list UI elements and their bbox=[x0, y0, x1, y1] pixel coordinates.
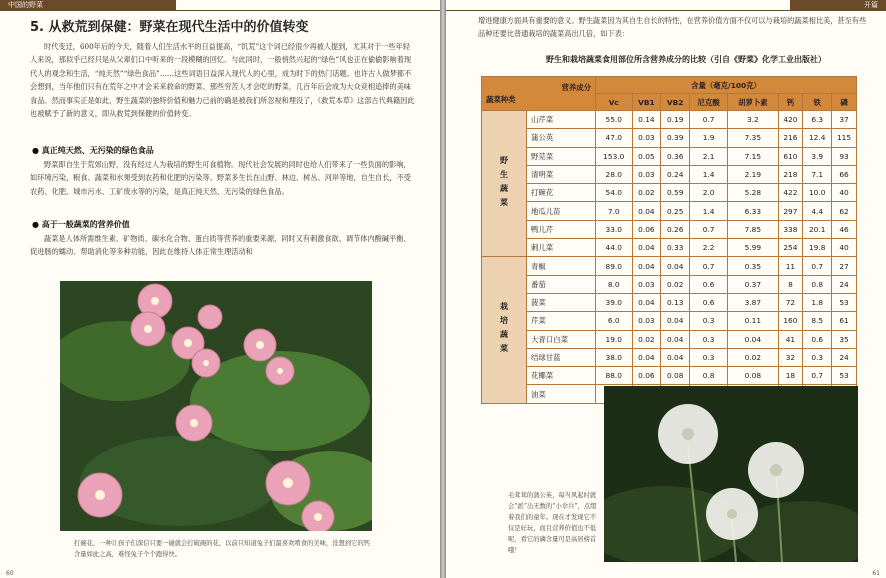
bindweed-caption: 打碗花，一种让孩子们深信只要一碰就会打破碗的花，以前只知道兔子们最喜欢啃食的美味，没想到它的钙含量如此之高，难怪兔子个个跑得快。 bbox=[74, 540, 370, 558]
value-cell: 0.24 bbox=[661, 165, 690, 183]
value-cell: 0.25 bbox=[661, 202, 690, 220]
value-cell: 24 bbox=[832, 348, 857, 366]
value-cell: 55.0 bbox=[596, 111, 632, 129]
value-cell: 44.0 bbox=[596, 239, 632, 257]
value-cell: 46 bbox=[832, 220, 857, 238]
value-cell: 72 bbox=[778, 293, 803, 311]
right-page bbox=[446, 0, 886, 578]
value-cell: 27 bbox=[832, 257, 857, 275]
vegetable-name: 鸭儿芹 bbox=[527, 220, 596, 238]
value-cell: 7.0 bbox=[596, 202, 632, 220]
value-cell: 0.3 bbox=[690, 348, 728, 366]
value-cell: 0.8 bbox=[690, 367, 728, 385]
green-food-paragraph: 野菜即自生于荒郊山野，没有经过人为栽培的野生可食植物。现代社会发展的同时也给人们带来了一些负面的影响，如环境污染，粮食、蔬菜和水果受到农药和化肥的污染等。野菜多生长在山野、林边、树丛、河岸等地，自生自长，不受农药、化肥、城市污水、工矿废水等的污染，是真正纯天然、无污染的绿色食品。 bbox=[30, 160, 411, 196]
value-cell: 153.0 bbox=[596, 147, 632, 165]
value-cell: 0.04 bbox=[661, 257, 690, 275]
value-cell: 0.6 bbox=[690, 293, 728, 311]
col-header: 钙 bbox=[778, 94, 803, 111]
value-cell: 6.0 bbox=[596, 312, 632, 330]
value-cell: 0.04 bbox=[661, 348, 690, 366]
value-cell: 0.13 bbox=[661, 293, 690, 311]
value-cell: 3.87 bbox=[728, 293, 778, 311]
value-cell: 422 bbox=[778, 184, 803, 202]
value-cell: 11 bbox=[778, 257, 803, 275]
value-cell: 0.7 bbox=[690, 111, 728, 129]
category-cell: 野生蔬菜 bbox=[482, 111, 527, 257]
value-cell: 39.0 bbox=[596, 293, 632, 311]
value-cell: 93 bbox=[832, 147, 857, 165]
table-row bbox=[482, 257, 857, 275]
vegetable-name: 蒲公英 bbox=[527, 129, 596, 147]
col-header: VB1 bbox=[632, 94, 661, 111]
value-cell: 37 bbox=[832, 111, 857, 129]
nutrition-table bbox=[481, 76, 857, 404]
value-cell: 2.0 bbox=[690, 184, 728, 202]
value-cell: 338 bbox=[778, 220, 803, 238]
subsection-title-nutrition: ● 高于一般蔬菜的营养价值 bbox=[32, 220, 130, 229]
table-title: 野生和栽培蔬菜食用部位所含营养成分的比较（引自《野菜》化学工业出版社） bbox=[546, 55, 826, 64]
nutrition-paragraph: 蔬菜是人体所需维生素、矿物质、碳水化合物、蛋白质等营养的重要来源，同时又有刺激食欲、调节体内酸碱平衡、促进肠的蠕动、帮助消化等多种功能，因此在维持人体正常生理活动和 bbox=[30, 234, 411, 257]
value-cell: 0.14 bbox=[632, 111, 661, 129]
value-cell: 7.1 bbox=[803, 165, 832, 183]
bindweed-flowers-image bbox=[60, 281, 372, 531]
value-cell: 0.03 bbox=[632, 129, 661, 147]
value-cell: 0.7 bbox=[690, 220, 728, 238]
value-cell: 0.7 bbox=[690, 257, 728, 275]
value-cell: 216 bbox=[778, 129, 803, 147]
dandelion-image bbox=[604, 386, 858, 562]
category-cell: 栽培蔬菜 bbox=[482, 257, 527, 403]
value-cell: 41 bbox=[778, 330, 803, 348]
value-cell: 0.59 bbox=[661, 184, 690, 202]
value-cell: 0.7 bbox=[803, 367, 832, 385]
value-cell: 0.39 bbox=[661, 129, 690, 147]
col-header: 磷 bbox=[832, 94, 857, 111]
value-cell: 6.33 bbox=[728, 202, 778, 220]
value-cell: 47.0 bbox=[596, 129, 632, 147]
value-cell: 1.4 bbox=[690, 202, 728, 220]
value-cell: 0.3 bbox=[690, 312, 728, 330]
value-cell: 3.9 bbox=[803, 147, 832, 165]
value-cell: 35 bbox=[832, 330, 857, 348]
left-page bbox=[0, 0, 440, 578]
value-cell: 0.08 bbox=[728, 367, 778, 385]
value-cell: 0.02 bbox=[661, 275, 690, 293]
value-cell: 8.5 bbox=[803, 312, 832, 330]
value-cell: 0.04 bbox=[632, 257, 661, 275]
value-cell: 61 bbox=[832, 312, 857, 330]
value-cell: 0.3 bbox=[803, 348, 832, 366]
vegetable-name: 青椒 bbox=[527, 257, 596, 275]
value-cell: 7.15 bbox=[728, 147, 778, 165]
value-cell: 0.05 bbox=[632, 147, 661, 165]
value-cell: 53 bbox=[832, 293, 857, 311]
vegetable-name: 山芹菜 bbox=[527, 111, 596, 129]
table-row bbox=[482, 220, 857, 238]
value-cell: 2.19 bbox=[728, 165, 778, 183]
header-rule bbox=[0, 10, 440, 11]
dandelion-photo bbox=[604, 386, 858, 562]
value-cell: 218 bbox=[778, 165, 803, 183]
value-cell: 10.0 bbox=[803, 184, 832, 202]
group-header: 含量（毫克/100克） bbox=[596, 77, 857, 94]
value-cell: 1.8 bbox=[803, 293, 832, 311]
vegetable-name: 菠菜 bbox=[527, 293, 596, 311]
vegetable-name: 芹菜 bbox=[527, 312, 596, 330]
value-cell: 0.04 bbox=[661, 330, 690, 348]
value-cell: 54.0 bbox=[596, 184, 632, 202]
value-cell: 3.2 bbox=[728, 111, 778, 129]
vegetable-name: 清明菜 bbox=[527, 165, 596, 183]
value-cell: 8.0 bbox=[596, 275, 632, 293]
table-row bbox=[482, 348, 857, 366]
col-header: 尼克酸 bbox=[690, 94, 728, 111]
value-cell: 40 bbox=[832, 239, 857, 257]
value-cell: 0.02 bbox=[728, 348, 778, 366]
value-cell: 62 bbox=[832, 202, 857, 220]
value-cell: 2.2 bbox=[690, 239, 728, 257]
header-rule-right bbox=[446, 10, 886, 11]
vegetable-name: 地瓜儿苗 bbox=[527, 202, 596, 220]
value-cell: 0.04 bbox=[632, 348, 661, 366]
value-cell: 0.11 bbox=[728, 312, 778, 330]
value-cell: 2.1 bbox=[690, 147, 728, 165]
table-row bbox=[482, 111, 857, 129]
table-row bbox=[482, 239, 857, 257]
vegetable-name: 花椰菜 bbox=[527, 367, 596, 385]
value-cell: 53 bbox=[832, 367, 857, 385]
value-cell: 8 bbox=[778, 275, 803, 293]
running-head: 中国的野菜 bbox=[0, 0, 176, 10]
value-cell: 0.36 bbox=[661, 147, 690, 165]
value-cell: 5.99 bbox=[728, 239, 778, 257]
table-row bbox=[482, 184, 857, 202]
table-body bbox=[482, 111, 857, 404]
table-row bbox=[482, 275, 857, 293]
value-cell: 0.35 bbox=[728, 257, 778, 275]
vegetable-name: 野苋菜 bbox=[527, 147, 596, 165]
table-row bbox=[482, 165, 857, 183]
vegetable-name: 番茄 bbox=[527, 275, 596, 293]
value-cell: 40 bbox=[832, 184, 857, 202]
value-cell: 0.04 bbox=[632, 202, 661, 220]
subsection-title-green-food: ● 真正纯天然、无污染的绿色食品 bbox=[32, 146, 154, 155]
value-cell: 0.04 bbox=[632, 293, 661, 311]
value-cell: 19.8 bbox=[803, 239, 832, 257]
corner-top-label: 营养成分 bbox=[561, 82, 592, 92]
value-cell: 0.08 bbox=[661, 367, 690, 385]
page-number-left: 60 bbox=[6, 570, 14, 577]
table-intro-paragraph: 增进健康方面具有重要的意义。野生蔬菜因为其自生自长的特性，在营养价值方面不仅可以与栽培的蔬菜相比美，甚至有些品种还要比普通栽培的蔬菜高出几倍，如下表： bbox=[478, 16, 867, 39]
table-row bbox=[482, 367, 857, 385]
col-header: VB2 bbox=[661, 94, 690, 111]
table-row bbox=[482, 202, 857, 220]
value-cell: 0.02 bbox=[632, 184, 661, 202]
value-cell: 0.33 bbox=[661, 239, 690, 257]
table-row bbox=[482, 129, 857, 147]
table-row bbox=[482, 147, 857, 165]
value-cell: 1.9 bbox=[690, 129, 728, 147]
value-cell: 6.3 bbox=[803, 111, 832, 129]
running-head-right: 开篇 bbox=[790, 0, 886, 10]
vegetable-name: 打碗花 bbox=[527, 184, 596, 202]
value-cell: 32 bbox=[778, 348, 803, 366]
table-row bbox=[482, 330, 857, 348]
value-cell: 0.04 bbox=[661, 312, 690, 330]
col-header: Vc bbox=[596, 94, 632, 111]
table-row bbox=[482, 293, 857, 311]
value-cell: 115 bbox=[832, 129, 857, 147]
value-cell: 7.85 bbox=[728, 220, 778, 238]
vegetable-name: 结球甘蓝 bbox=[527, 348, 596, 366]
value-cell: 0.06 bbox=[632, 367, 661, 385]
table-row bbox=[482, 312, 857, 330]
vegetable-name: 油菜 bbox=[527, 385, 596, 403]
value-cell: 297 bbox=[778, 202, 803, 220]
value-cell: 19.0 bbox=[596, 330, 632, 348]
value-cell: 5.28 bbox=[728, 184, 778, 202]
value-cell: 89.0 bbox=[596, 257, 632, 275]
value-cell: 0.06 bbox=[632, 220, 661, 238]
value-cell: 0.6 bbox=[803, 330, 832, 348]
value-cell: 0.26 bbox=[661, 220, 690, 238]
vegetable-name: 大青口白菜 bbox=[527, 330, 596, 348]
value-cell: 0.02 bbox=[632, 330, 661, 348]
intro-paragraph: 时代变迁，600年后的今天，随着人们生活水平的日益提高，“饥荒”这个词已经很少再被人提到，尤其对于一些年轻人来说，那似乎已经只是从父辈们口中听来的一段模糊的回忆。与此同时，一般悄然兴起的“绿色”风也正在偷偷影响着现代人的观念和生活，“纯天然”“绿色食品”……这些词语日益深入现代人的心里，成为时下的热门话题。也许古人做梦都不会想到，当年他们只有在荒年之中才会采来救命的野菜、那些穷苦人才会吃的野菜，几百年后会成为大众竞相追捧的美味食品。然而事实正是如此，野生蔬菜的独特价值和魅力已前的确是被我们所忽视和埋没了，《救荒本草》这部古代典籍因此也被赋予了新的意义，即从救荒到保健的价值转变。 bbox=[30, 42, 415, 119]
table-corner bbox=[482, 77, 596, 111]
page-number-right: 61 bbox=[872, 570, 880, 577]
value-cell: 66 bbox=[832, 165, 857, 183]
value-cell: 610 bbox=[778, 147, 803, 165]
value-cell: 160 bbox=[778, 312, 803, 330]
value-cell: 0.04 bbox=[632, 239, 661, 257]
value-cell: 254 bbox=[778, 239, 803, 257]
col-header: 铁 bbox=[803, 94, 832, 111]
col-header: 胡萝卜素 bbox=[728, 94, 778, 111]
value-cell: 0.8 bbox=[803, 275, 832, 293]
value-cell: 24 bbox=[832, 275, 857, 293]
corner-bottom-label: 蔬菜种类 bbox=[486, 94, 516, 104]
value-cell: 0.04 bbox=[728, 330, 778, 348]
value-cell: 12.4 bbox=[803, 129, 832, 147]
value-cell: 38.0 bbox=[596, 348, 632, 366]
value-cell: 18 bbox=[778, 367, 803, 385]
value-cell: 0.03 bbox=[632, 275, 661, 293]
value-cell: 0.3 bbox=[690, 330, 728, 348]
value-cell: 1.4 bbox=[690, 165, 728, 183]
value-cell: 0.03 bbox=[632, 312, 661, 330]
value-cell: 4.4 bbox=[803, 202, 832, 220]
dandelion-caption: 毛茸茸的蒲公英，每当风起时就会“派”出无数的“小伞兵”，点缀着我们的童年。现在才发现它不仅是好玩，而且营养价值也不低呢，看它的磷含量可是高居榜首哦！ bbox=[508, 492, 597, 554]
value-cell: 88.0 bbox=[596, 367, 632, 385]
vegetable-name: 刺儿菜 bbox=[527, 239, 596, 257]
bindweed-photo bbox=[60, 281, 372, 531]
value-cell: 0.03 bbox=[632, 165, 661, 183]
value-cell: 0.7 bbox=[803, 257, 832, 275]
value-cell: 0.6 bbox=[690, 275, 728, 293]
value-cell: 20.1 bbox=[803, 220, 832, 238]
value-cell: 28.0 bbox=[596, 165, 632, 183]
value-cell: 0.37 bbox=[728, 275, 778, 293]
value-cell: 0.19 bbox=[661, 111, 690, 129]
section-title: 5. 从救荒到保健：野菜在现代生活中的价值转变 bbox=[30, 20, 309, 35]
value-cell: 420 bbox=[778, 111, 803, 129]
value-cell: 7.35 bbox=[728, 129, 778, 147]
value-cell: 33.0 bbox=[596, 220, 632, 238]
